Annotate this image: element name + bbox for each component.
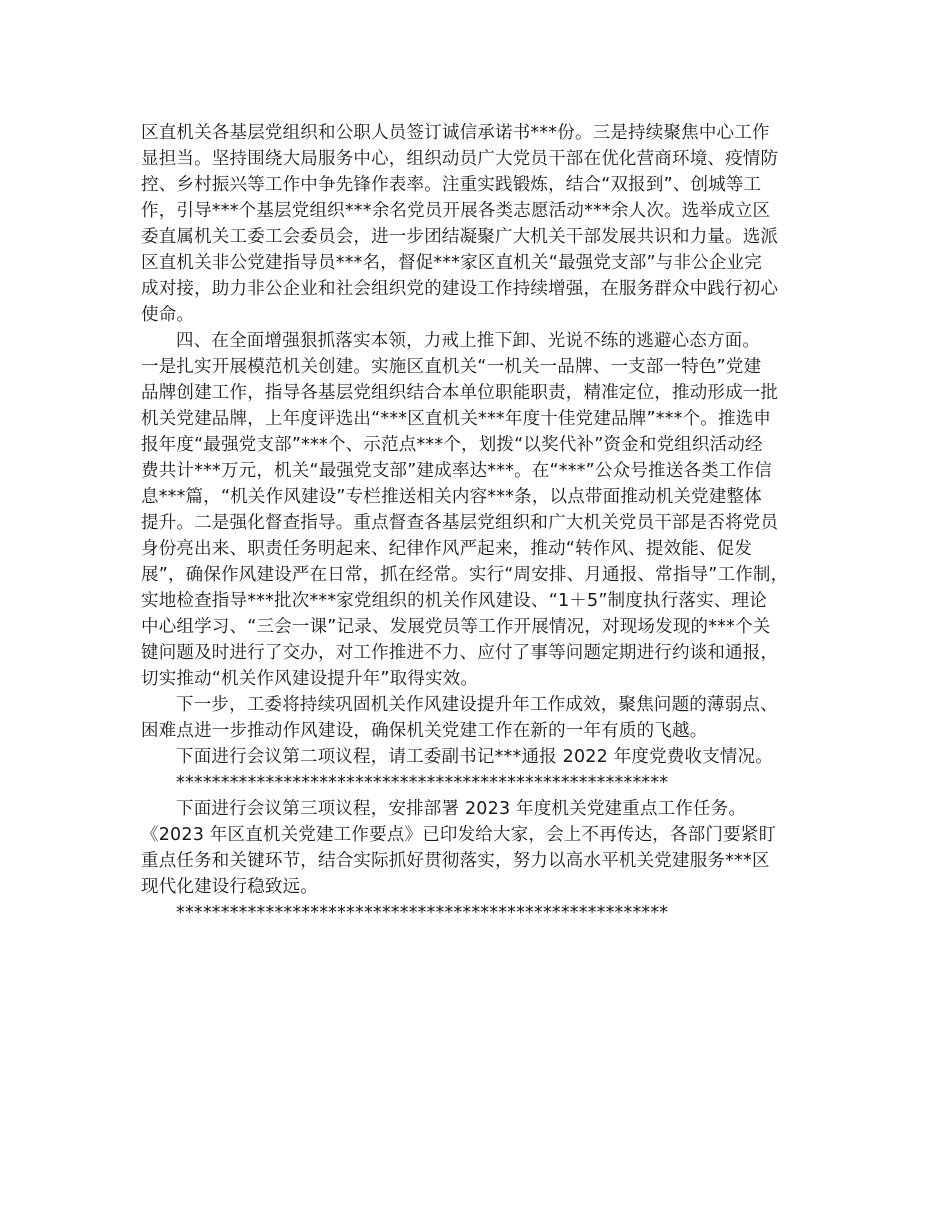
text-line: 提升。二是强化督查指导。重点督查各基层党组织和广大机关党员干部是否将党员: [141, 513, 779, 533]
text-line: 身份亮出来、职责任务明起来、纪律作风严起来，推动“转作风、提效能、促发: [141, 539, 753, 559]
text-line: 《2023 年区直机关党建工作要点》已印发给大家，会上不再传达，各部门要紧盯: [141, 825, 777, 845]
text-line: 作，引导***个基层党组织***余名党员开展各类志愿活动***余人次。选举成立区: [141, 201, 771, 221]
text-line: 切实推动“机关作风建设提升年”取得实效。: [141, 669, 479, 689]
text-line: 机关党建品牌，上年度评选出“***区直机关***年度十佳党建品牌”***个。推选申: [141, 409, 772, 429]
text-line: 展”，确保作风建设严在日常，抓在经常。实行“周安排、月通报、常指导”工作制，: [141, 565, 789, 585]
text-line: 困难点进一步推动作风建设，确保机关党建工作在新的一年有质的飞越。: [141, 721, 708, 741]
text-line: 重点任务和关键环节，结合实际抓好贯彻落实，努力以高水平机关党建服务***区: [141, 851, 770, 871]
text-line: 下面进行会议第二项议程，请工委副书记***通报 2022 年度党费收支情况。: [176, 747, 774, 767]
text-line: 品牌创建工作，指导各基层党组织结合本单位职能职责，精准定位，推动形成一批: [141, 383, 779, 403]
text-line: 使命。: [141, 305, 195, 325]
section-heading: 四、在全面增强狠抓落实本领，力戒上推下卸、光说不练的逃避心态方面。: [176, 331, 761, 351]
text-line: 中心组学习、“三会一课”记录、发展党员等工作开展情况，对现场发现的***个关: [141, 617, 771, 637]
text-line: 息***篇，“机关作风建设”专栏推送相关内容***条，以点带面推动机关党建整体: [141, 487, 762, 507]
separator-stars: *******************************************************: [176, 773, 669, 793]
text-line: 成对接，助力非公企业和社会组织党的建设工作持续增强，在服务群众中践行初心: [141, 279, 779, 299]
text-line: 报年度“最强党支部”***个、示范点***个，划拨“以奖代补”资金和党组织活动经: [141, 435, 763, 455]
text-line: 一是扎实开展模范机关创建。实施区直机关“一机关一品牌、一支部一特色”党建: [141, 357, 762, 377]
text-line: 委直属机关工委工会委员会，进一步团结凝聚广大机关干部发展共识和力量。选派: [141, 227, 779, 247]
text-line: 实地检查指导***批次***家党组织的机关作风建设、“1＋5”制度执行落实、理论: [141, 591, 767, 611]
text-line: 控、乡村振兴等工作中争先锋作表率。注重实践锻炼，结合“双报到”、创城等工: [141, 175, 762, 195]
text-line: 键问题及时进行了交办，对工作推进不力、应付了事等问题定期进行约谈和通报，: [141, 643, 779, 663]
text-line: 下一步，工委将持续巩固机关作风建设提升年工作成效，聚焦问题的薄弱点、: [176, 695, 778, 715]
text-line: 费共计***万元，机关“最强党支部”建成率达***。在“***”公众号推送各类工作信: [141, 461, 772, 481]
separator-stars: *******************************************************: [176, 903, 669, 923]
text-line: 显担当。坚持围绕大局服务中心，组织动员广大党员干部在优化营商环境、疫情防: [141, 149, 779, 169]
text-line: 区直机关非公党建指导员***名，督促***家区直机关“最强党支部”与非公企业完: [141, 253, 762, 273]
text-line: 区直机关各基层党组织和公职人员签订诚信承诺书***份。三是持续聚焦中心工作: [141, 123, 770, 143]
text-line: 下面进行会议第三项议程，安排部署 2023 年度机关党建重点工作任务。: [176, 799, 747, 819]
text-line: 现代化建设行稳致远。: [141, 877, 318, 897]
